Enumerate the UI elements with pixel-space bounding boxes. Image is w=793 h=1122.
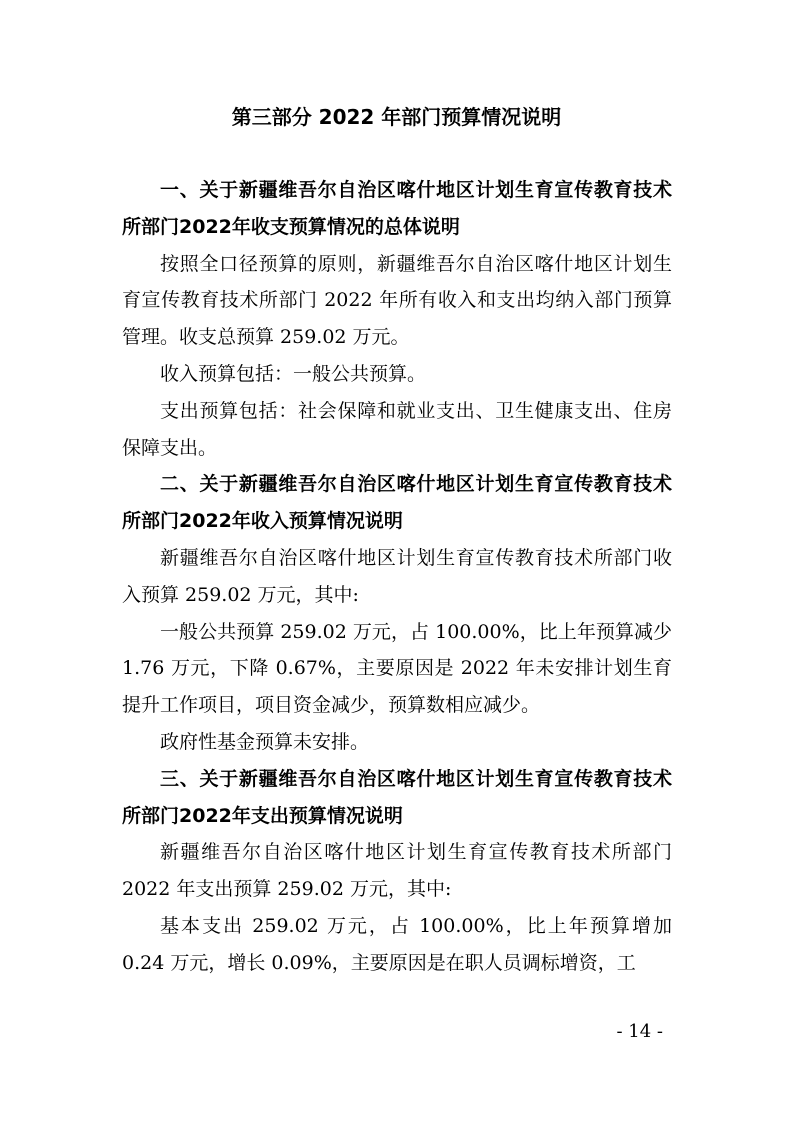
paragraph: 支出预算包括：社会保障和就业支出、卫生健康支出、住房保障支出。 xyxy=(122,399,672,459)
page-number: - 14 - xyxy=(616,1021,663,1042)
section-heading-2: 二、关于新疆维吾尔自治区喀什地区计划生育宣传教育技术所部门2022年收入预算情况说明 xyxy=(122,473,672,533)
document-body xyxy=(122,172,672,982)
page-title: 第三部分 2022 年部门预算情况说明 xyxy=(231,105,562,129)
paragraph: 基本支出 259.02 万元，占 100.00%，比上年预算增加 0.24 万元，增长 0.09%，主要原因是在职人员调标增资，工 xyxy=(122,914,672,974)
paragraph: 政府性基金预算未安排。 xyxy=(160,730,370,753)
section-heading-1: 一、关于新疆维吾尔自治区喀什地区计划生育宣传教育技术所部门2022年收支预算情况的总体说明 xyxy=(122,179,672,238)
paragraph: 一般公共预算 259.02 万元，占 100.00%，比上年预算减少 1.76 万元，下降 0.67%，主要原因是 2022 年未安排计划生育提升工作项目，项目资金减少，预算数相应减少。 xyxy=(122,620,672,717)
paragraph: 新疆维吾尔自治区喀什地区计划生育宣传教育技术所部门 2022 年支出预算 259.02 万元，其中: xyxy=(122,841,672,901)
paragraph: 新疆维吾尔自治区喀什地区计划生育宣传教育技术所部门收入预算 259.02 万元，其中: xyxy=(122,546,672,606)
paragraph: 收入预算包括：一般公共预算。 xyxy=(160,362,427,385)
paragraph: 按照全口径预算的原则，新疆维吾尔自治区喀什地区计划生育宣传教育技术所部门 2022 年所有收入和支出均纳入部门预算管理。收支总预算 259.02 万元。 xyxy=(122,252,672,349)
section-heading-3: 三、关于新疆维吾尔自治区喀什地区计划生育宣传教育技术所部门2022年支出预算情况说明 xyxy=(122,767,672,827)
